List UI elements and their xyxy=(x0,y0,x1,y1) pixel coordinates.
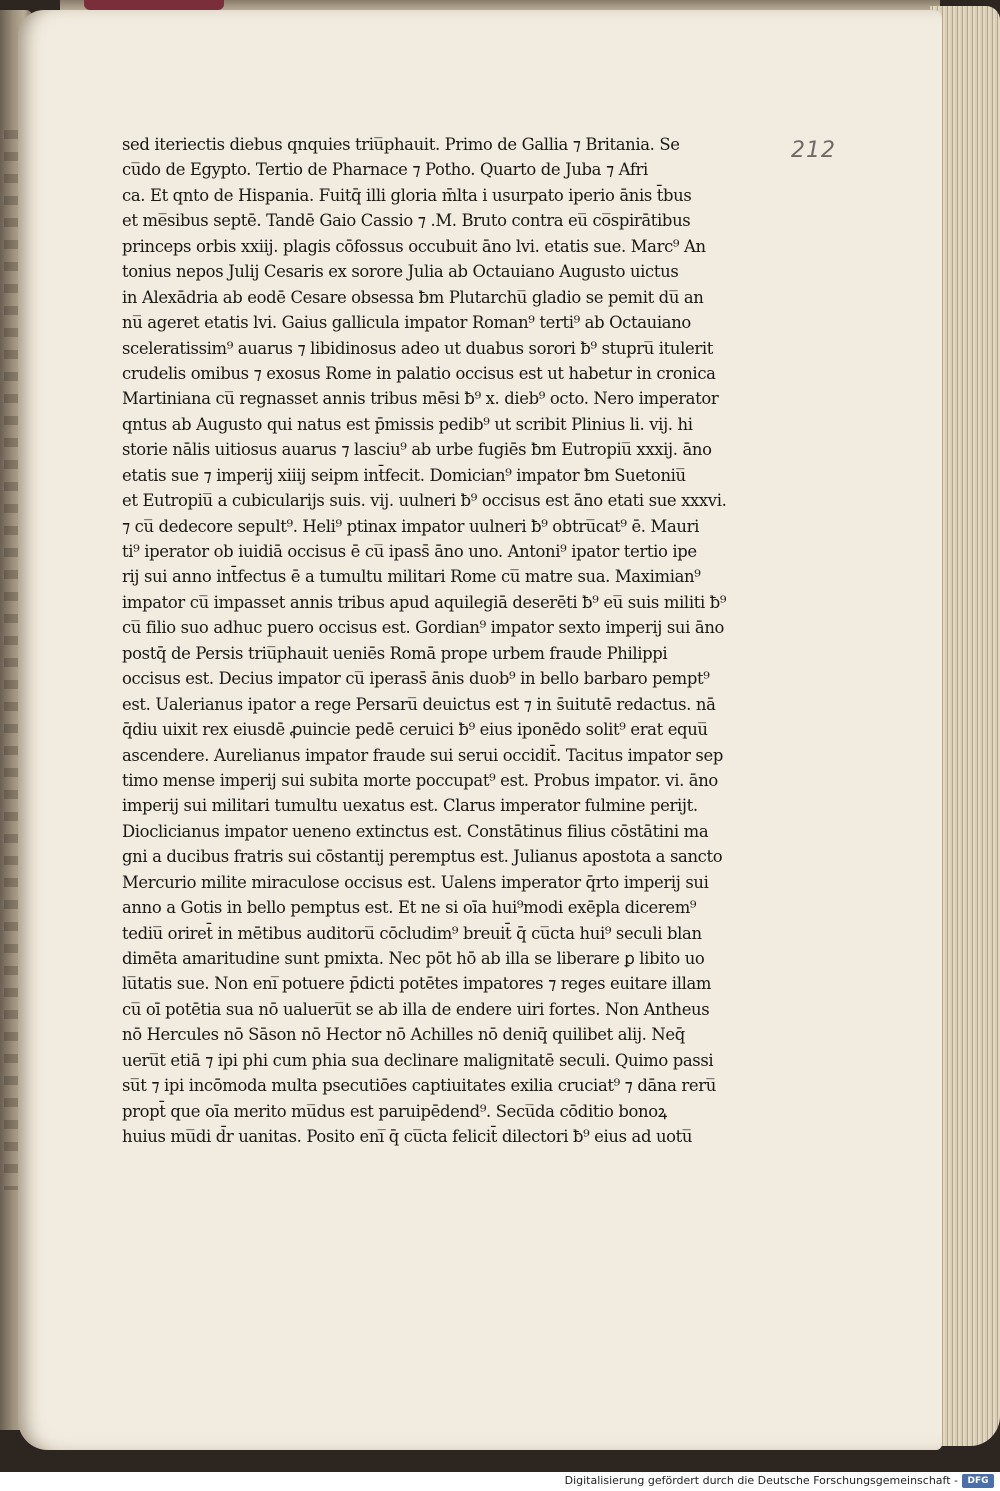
text-line: Dioclicianus impator ueneno extinctus est. Constātinus filius cōstātini ma xyxy=(122,821,709,841)
text-line: in Alexādria ab eodē Cesare obsessa ƀm Plutarchu̅ gladio se pemit du̅ an xyxy=(122,287,704,307)
text-line: postq̄ de Persis triu̅phauit ueniēs Romā prope urbem fraude Philippi xyxy=(122,643,668,663)
text-line: et Eutropiu̅ a cubicularijs suis. vij. uulneri ƀ⁹ occisus est āno etati sue xxxvi. xyxy=(122,491,727,511)
footer-bar xyxy=(0,1472,1000,1491)
text-line: gni a ducibus fratris sui cōstantij peremptus est. Julianus apostota a sancto xyxy=(122,847,723,867)
text-line: cu̅do de Egypto. Tertio de Pharnace ⁊ Potho. Quarto de Juba ⁊ Afri xyxy=(122,160,648,180)
text-line: ti⁹ iperator ob iuidiā occisus ē cu̅ ipass̄ āno uno. Antoni⁹ ipator tertio ipe xyxy=(122,542,697,561)
book-page xyxy=(18,10,942,1450)
text-line: tediu̅ oriret̄ in mētibus auditoru̅ cōcludim⁹ breuit̄ q̄ cu̅cta hui⁹ seculi blan xyxy=(122,923,702,943)
text-block xyxy=(122,132,764,1150)
text-line: lu̅tatis sue. Non eni̅ potuere p̄dicti potētes impatores ⁊ reges euitare illam xyxy=(122,974,712,994)
text-line: cu̅ oī potētia sua nō ualueru̅t se ab illa de endere uiri fortes. Non Antheus xyxy=(122,999,710,1019)
text-line: sceleratissim⁹ auarus ⁊ libidinosus adeo ut duabus sorori ƀ⁹ stupru̅ itulerit xyxy=(122,338,713,358)
text-line: sed iteriectis diebus qnquies triu̅phauit. Primo de Gallia ⁊ Britania. Se xyxy=(122,135,680,154)
text-line: occisus est. Decius impator cu̅ iperass̄ ānis duob⁹ in bello barbaro pempt⁹ xyxy=(122,669,710,689)
text-line: anno a Gotis in bello pemptus est. Et ne si oīa hui⁹modi exēpla dicerem⁹ xyxy=(122,898,697,918)
text-line: nu̅ ageret etatis lvi. Gaius gallicula impator Roman⁹ terti⁹ ab Octauiano xyxy=(122,313,691,333)
text-line: ascendere. Aurelianus impator fraude sui serui occidit̄. Tacitus impator sep xyxy=(122,745,723,765)
text-line: est. Ualerianus ipator a rege Persaru̅ deuictus est ⁊ in s̄uitutē redactus. nā xyxy=(122,694,716,714)
text-line: timo mense imperij sui subita morte poccupat⁹ est. Probus impator. vi. āno xyxy=(122,770,718,790)
text-line: storie nālis uitiosus auarus ⁊ lasciu⁹ ab urbe fugiēs ƀm Eutropiu̅ xxxij. āno xyxy=(122,440,712,460)
text-line: qntus ab Augusto qui natus est p̄missis pedib⁹ ut scribit Plinius li. vij. hi xyxy=(122,414,693,434)
text-line: ueru̅t etiā ⁊ ipi phi cum phia sua declinare malignitatē seculi. Quimo passi xyxy=(122,1050,714,1070)
text-line: dimēta amaritudine sunt pmixta. Nec pōt hō ab illa se liberare ꝑ libito uo xyxy=(122,949,705,968)
text-line: crudelis omibus ⁊ exosus Rome in palatio occisus est ut habetur in cronica xyxy=(122,363,716,383)
text-line: propt̄ que oīa merito mu̅dus est paruipēdend⁹. Secu̅da cōditio bonoꝝ xyxy=(122,1101,667,1121)
text-line: cu̅ filio suo adhuc puero occisus est. Gordian⁹ impator sexto imperij sui āno xyxy=(122,618,725,638)
text-line: su̅t ⁊ ipi incōmoda multa psecutiōes captiuitates exilia cruciat⁹ ⁊ dāna reru̅ xyxy=(122,1076,716,1096)
text-line: impator cu̅ impasset annis tribus apud aquilegiā deserēti ƀ⁹ eu̅ suis militi ƀ⁹ xyxy=(122,592,727,612)
bookmark-ribbon xyxy=(84,0,224,10)
text-line: q̄diu uixit rex eiusdē ꝓuincie pedē ceruici ƀ⁹ eius iponēdo solit⁹ erat equu̅ xyxy=(122,720,708,740)
text-line: tonius nepos Julij Cesaris ex sorore Julia ab Octauiano Augusto uictus xyxy=(122,262,679,282)
text-line: ⁊ cu̅ dedecore sepult⁹. Heli⁹ ptinax impator uulneri ƀ⁹ obtru̅cat⁹ ē. Mauri xyxy=(122,516,699,536)
text-line: imperij sui militari tumultu uexatus est. Clarus imperator fulmine perijt. xyxy=(122,796,698,816)
text-line: ca. Et qnto de Hispania. Fuitq̄ illi gloria m̄lta i usurpato iperio ānis t̄bus xyxy=(122,185,692,205)
dfg-logo: DFG xyxy=(962,1474,994,1488)
text-line: Mercurio milite miraculose occisus est. Ualens imperator q̄rto imperij sui xyxy=(122,872,709,892)
text-line: Martiniana cu̅ regnasset annis tribus mēsi ƀ⁹ x. dieb⁹ octo. Nero imperator xyxy=(122,389,719,409)
text-line: princeps orbis xxiij. plagis cōfossus occubuit āno lvi. etatis sue. Marc⁹ An xyxy=(122,236,706,256)
funding-credit: Digitalisierung gefördert durch die Deutsche Forschungsgemeinschaft - xyxy=(564,1474,958,1487)
text-line: huius mu̅di d̄r uanitas. Posito eni̅ q̄ cu̅cta felicit̄ dilectori ƀ⁹ eius ad uotu̅ xyxy=(122,1127,693,1147)
text-line: et me̅sibus septē. Tandē Gaio Cassio ⁊ .M. Bruto contra eu̅ co̅spirātibus xyxy=(122,211,691,231)
text-line: etatis sue ⁊ imperij xiiij seipm int̄fecit. Domician⁹ impator ƀm Suetoniu̅ xyxy=(122,465,686,485)
text-line: rij sui anno int̄fectus ē a tumultu militari Rome cu̅ matre sua. Maximian⁹ xyxy=(122,567,701,587)
folio-number: 212 xyxy=(791,138,836,163)
text-line: nō Hercules nō Sāson nō Hector nō Achilles nō deniq̄ quilibet alij. Neq̄ xyxy=(122,1025,685,1045)
